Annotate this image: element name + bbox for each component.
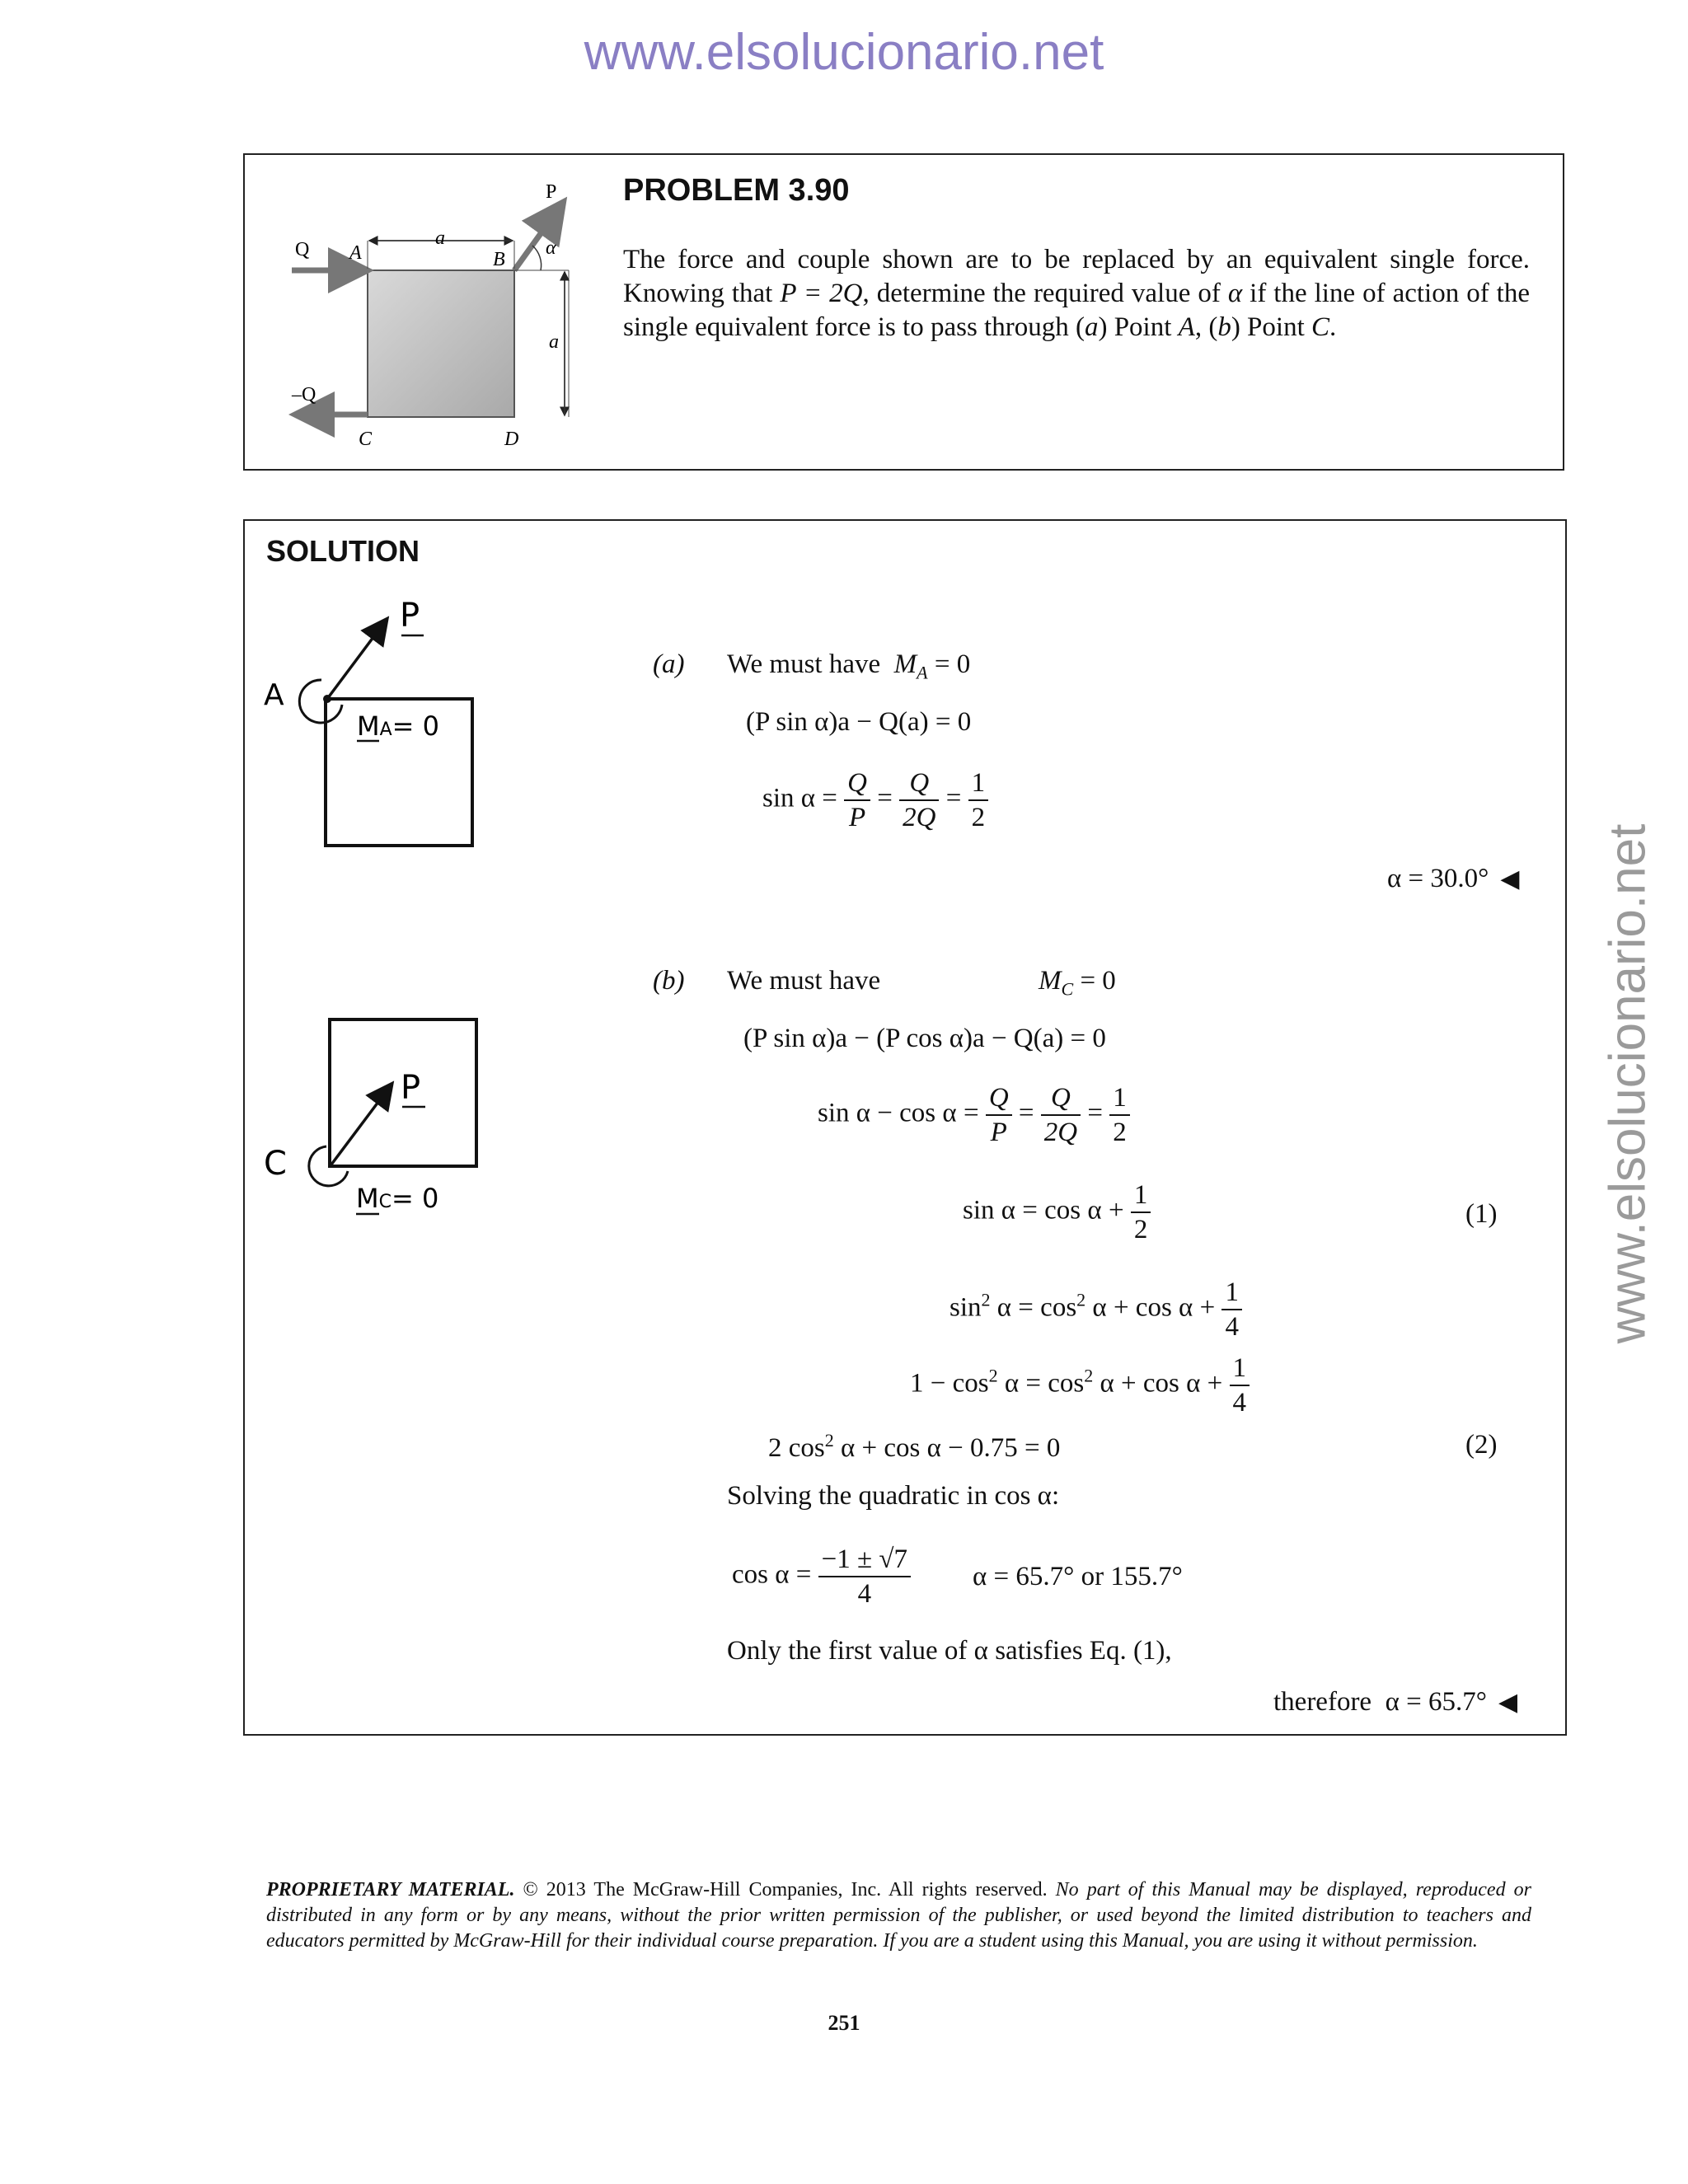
answer-marker-icon: ◀ (1500, 865, 1520, 893)
part-b-line2: (P sin α)a − (P cos α)a − Q(a) = 0 (743, 1024, 1106, 1053)
part-b-line6: $1 - \cos^2 \alpha = \cos^2 \alpha + \cos \alpha$ + $\frac{1}{4}$ (910, 1352, 1250, 1419)
sketch-a-label-P: P (400, 597, 420, 635)
watermark-side[interactable]: www.elsolucionario.net (1599, 823, 1657, 1344)
part-b-line9-rhs: α = 65.7° or 155.7° (973, 1562, 1183, 1591)
problem-title: PROBLEM 3.90 (623, 173, 850, 208)
part-b-eqnum-2: (2) (1465, 1430, 1498, 1460)
sketch-a-label-A: A (264, 678, 284, 712)
part-a-line2: (P sin α)a − Q(a) = 0 (746, 707, 972, 737)
answer-marker-icon: ◀ (1498, 1689, 1518, 1716)
footer-copyright: PROPRIETARY MATERIAL. © 2013 The McGraw-Hill Companies, Inc. All rights reserved. No part of this Manual may be displayed, reproduced or distributed in any form or by any means, without the prior written permission of the publisher, or used beyond the limited distribution to teachers and educators permitted by McGraw-Hill for their individual course preparation. If you are a student using this Manual, you are using it without permission. (266, 1879, 1531, 1952)
part-a-answer: α = 30.0° ◀ (1387, 864, 1520, 893)
dim-a-side: a (549, 331, 559, 353)
part-b-line4: sin α = cos α + $\frac{1}{2}$ (963, 1179, 1151, 1246)
label-alpha: α (546, 237, 556, 259)
part-b-line9: cos α = $\frac{-1 \pm √7}{4}$ (732, 1543, 911, 1610)
page-number: 251 (828, 2011, 860, 2035)
sketch-a-label-M: MA= 0 (357, 710, 440, 742)
label-Q: Q (295, 239, 310, 260)
part-a-tag: (a) (653, 649, 685, 679)
part-b-line8: Solving the quadratic in cos α: (727, 1481, 1060, 1511)
problem-text: The force and couple shown are to be replaced by an equivalent single force. Knowing that P = 2Q, determine the required value of α if the line of action of the single equivalent force is to pass through (a) Point A, (b) Point C. (623, 245, 1530, 342)
part-b-line5: $\sin^2 \alpha = \cos^2 \alpha + \cos \alpha$ + $\frac{1}{4}$ (950, 1276, 1242, 1343)
label-D: D (504, 429, 519, 450)
label-A: A (349, 242, 362, 264)
problem-figure (280, 173, 593, 453)
part-b-eqnum-1: (1) (1465, 1199, 1498, 1229)
part-b-tag: (b) (653, 966, 685, 996)
part-b-line7: 2 $\cos^2 \alpha + \cos \alpha - 0.75 = 0$ (768, 1430, 1061, 1463)
part-a-line1: We must have $M_A = 0$ (727, 649, 971, 683)
sketch-b-label-M: MC= 0 (356, 1183, 439, 1214)
part-a-line3: sin α = $\frac{Q}{P}$ = $\frac{Q}{2Q}$ = $\frac{1}{2}$ (762, 766, 988, 834)
dim-a-top: a (435, 227, 445, 249)
label-negQ: –Q (292, 384, 316, 405)
sketch-a (264, 598, 495, 861)
block (368, 270, 514, 417)
label-P: P (546, 181, 557, 203)
watermark-top[interactable]: www.elsolucionario.net (584, 24, 1104, 81)
part-b-line10: Only the first value of α satisfies Eq. (1), (727, 1636, 1172, 1666)
sketch-b-label-C: C (264, 1145, 287, 1183)
label-B: B (493, 249, 505, 270)
part-b-answer: therefore α = 65.7° ◀ (1273, 1687, 1518, 1717)
sketch-b (264, 1010, 495, 1240)
part-b-line3: sin α − cos α = $\frac{Q}{P}$ = $\frac{Q}{2Q}$ = $\frac{1}{2}$ (818, 1081, 1130, 1149)
part-b-line1-eq: $M_C = 0$ (1039, 966, 1116, 1000)
solution-title: SOLUTION (266, 534, 420, 568)
part-b-line1: We must have (727, 966, 881, 996)
label-C: C (359, 429, 373, 450)
sketch-b-label-P: P (401, 1069, 421, 1107)
